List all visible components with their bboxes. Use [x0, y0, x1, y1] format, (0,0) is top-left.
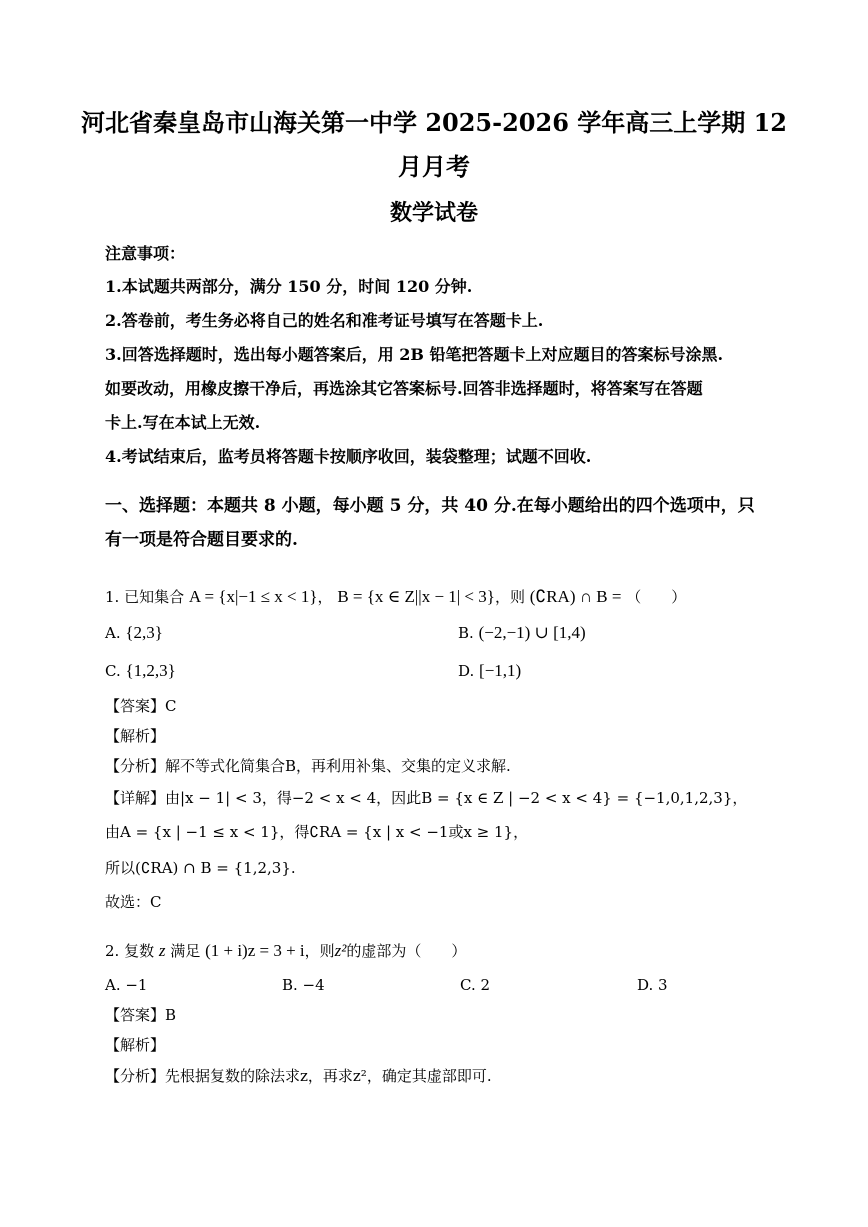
q1-option-c-value: {1,2,3} [125, 661, 176, 680]
q2-option-c: C. 2 [460, 976, 491, 994]
q1-option-d [458, 660, 521, 682]
q2-option-d: D. 3 [637, 976, 668, 994]
notice-item-1: 1.本试题共两部分，满分 150 分，时间 120 分钟. [105, 277, 473, 296]
q2-equation: (1 + i)z = 3 + i [205, 941, 305, 960]
q1-option-b-value: (−2,−1) ∪ [1,4) [478, 623, 586, 642]
q1-option-b-label: B. [458, 624, 474, 642]
q2-stem-mid: 满足 [170, 942, 201, 960]
q2-stem-mid2: ，则 [304, 942, 335, 960]
q1-detail-line2: 由A = {x | −1 ≤ x < 1}，得∁RA = {x | x < −1或x ≥ 1}， [105, 823, 529, 841]
exam-title-line1: 河北省秦皇岛市山海关第一中学 2025-2026 学年高三上学期 12 [80, 108, 788, 137]
q1-choose: 故选：C [105, 893, 162, 911]
q1-stem-prefix: 1. 已知集合 [105, 588, 185, 606]
notice-heading: 注意事项： [105, 244, 186, 263]
section1-heading-line2: 有一项是符合题目要求的. [105, 530, 298, 550]
notice-item-3-line1: 3.回答选择题时，选出每小题答案后，用 2B 铅笔把答题卡上对应题目的答案标号涂黑. [105, 345, 724, 364]
q1-option-c-label: C. [105, 662, 121, 680]
q1-sep2: ，则 [494, 588, 525, 606]
q1-detail-line1: 【详解】由|x − 1| < 3，得−2 < x < 4，因此B = {x ∈ Z | −2 < x < 4} = {−1,0,1,2,3}， [105, 789, 748, 807]
q1-set-a: A = {x|−1 ≤ x < 1} [188, 587, 318, 606]
q2-var-z: z [158, 941, 166, 960]
q1-sep1: ， [317, 588, 333, 606]
q1-analysis-label: 【解析】 [105, 727, 166, 745]
q2-stem-suffix: 的虚部为（ ） [346, 942, 467, 960]
notice-item-3-line2: 如要改动，用橡皮擦干净后，再选涂其它答案标号.回答非选择题时，将答案写在答题 [105, 379, 703, 398]
q2-option-a: A. −1 [105, 976, 148, 994]
q1-stem [105, 586, 775, 608]
q2-analysis-label: 【解析】 [105, 1036, 166, 1054]
exam-subject: 数学试卷 [389, 200, 478, 226]
q2-option-b: B. −4 [282, 976, 325, 994]
q1-detail-line3: 所以(∁RA) ∩ B = {1,2,3}. [105, 859, 296, 877]
q1-fenxi: 【分析】解不等式化简集合B，再利用补集、交集的定义求解. [105, 757, 511, 775]
q1-expression: (∁RA) ∩ B = [529, 587, 622, 606]
q1-set-b: B = {x ∈ Z||x − 1| < 3} [337, 587, 495, 606]
section1-heading-line1: 一、选择题：本题共 8 小题，每小题 5 分，共 40 分.在每小题给出的四个选项中，只 [105, 496, 755, 516]
q2-z-squared: z² [334, 941, 347, 960]
notice-item-3-line3: 卡上.写在本试上无效. [105, 413, 261, 432]
q1-option-b [458, 622, 586, 644]
notice-item-4: 4.考试结束后，监考员将答题卡按顺序收回，装袋整理；试题不回收. [105, 447, 592, 466]
q1-option-a [105, 622, 163, 644]
q1-option-d-value: [−1,1) [479, 661, 522, 680]
q2-stem [105, 940, 775, 962]
q2-fenxi: 【分析】先根据复数的除法求z，再求z²，确定其虚部即可. [105, 1067, 492, 1085]
q1-answer-paren: （ ） [626, 588, 687, 606]
exam-title-line2: 月月考 [398, 152, 470, 181]
q1-option-a-value: {2,3} [125, 623, 163, 642]
q1-option-d-label: D. [458, 662, 475, 680]
q2-answer: 【答案】B [105, 1006, 177, 1024]
q2-stem-prefix: 2. 复数 [105, 942, 155, 960]
notice-item-2: 2.答卷前，考生务必将自己的姓名和准考证号填写在答题卡上. [105, 311, 544, 330]
q1-option-a-label: A. [105, 624, 121, 642]
q1-option-c [105, 660, 176, 682]
q1-answer: 【答案】C [105, 697, 177, 715]
